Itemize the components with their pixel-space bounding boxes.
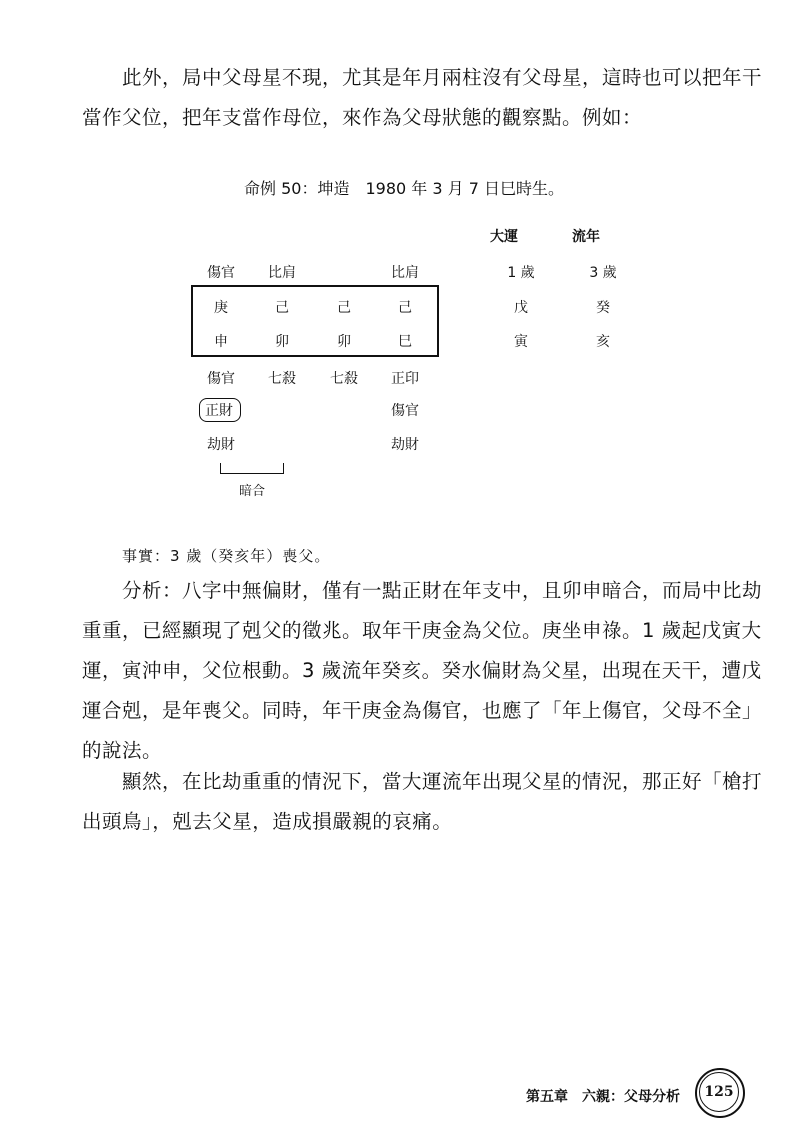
liunian-header: 流年 bbox=[572, 229, 600, 245]
liunian-branch: 亥 bbox=[596, 334, 610, 350]
analysis-line: 運合剋，是年喪父。同時，年干庚金為傷官，也應了「年上傷官，父母不全」 bbox=[82, 699, 763, 722]
liunian-stem: 癸 bbox=[596, 300, 610, 316]
branch-hour: 巳 bbox=[398, 334, 412, 350]
top-label-hour: 比肩 bbox=[391, 265, 419, 281]
page-number: 125 bbox=[699, 1072, 739, 1112]
analysis-line: 運，寅沖申，父位根動。3 歲流年癸亥。癸水偏財為父星，出現在天干，遭戊 bbox=[82, 659, 762, 682]
chart-title: 命例 50：坤造 1980 年 3 月 7 日巳時生。 bbox=[244, 179, 564, 198]
top-label-year: 傷官 bbox=[207, 265, 235, 281]
dayun-branch: 寅 bbox=[514, 334, 528, 350]
conclusion-line: 顯然，在比劫重重的情況下，當大運流年出現父星的情況，那正好「槍打 bbox=[122, 770, 763, 793]
dayun-age: 1 歲 bbox=[507, 265, 535, 281]
liunian-age: 3 歲 bbox=[589, 265, 617, 281]
stem-day: 己 bbox=[337, 300, 351, 316]
dayun-header: 大運 bbox=[490, 229, 518, 245]
hidden3-year: 劫財 bbox=[207, 437, 235, 453]
stem-month: 己 bbox=[275, 300, 289, 316]
dayun-stem: 戊 bbox=[514, 300, 528, 316]
footer-chapter: 第五章 六親：父母分析 bbox=[526, 1089, 680, 1105]
stem-hour: 己 bbox=[398, 300, 412, 316]
hidden1-month: 七殺 bbox=[268, 371, 296, 387]
hidden1-hour: 正印 bbox=[391, 371, 419, 387]
intro-line: 當作父位，把年支當作母位，來作為父母狀態的觀察點。例如： bbox=[82, 106, 643, 129]
bracket-label: 暗合 bbox=[238, 484, 265, 499]
analysis-line: 重重，已經顯現了剋父的徵兆。取年干庚金為父位。庚坐申祿。1 歲起戊寅大 bbox=[82, 619, 762, 642]
facts-line: 事實：3 歲（癸亥年）喪父。 bbox=[122, 547, 331, 565]
intro-line: 此外，局中父母星不現，尤其是年月兩柱沒有父母星，這時也可以把年干 bbox=[122, 66, 763, 89]
branch-day: 卯 bbox=[337, 334, 351, 350]
hidden1-day: 七殺 bbox=[330, 371, 358, 387]
analysis-line: 的說法。 bbox=[82, 739, 163, 762]
branch-month: 卯 bbox=[275, 334, 289, 350]
conclusion-line: 出頭鳥」，剋去父星，造成損嚴親的哀痛。 bbox=[82, 810, 453, 833]
conclusion-paragraph bbox=[82, 762, 763, 842]
analysis-line: 分析：八字中無偏財，僅有一點正財在年支中，且卯申暗合，而局中比劫 bbox=[122, 579, 763, 602]
hidden1-year: 傷官 bbox=[207, 371, 235, 387]
analysis-paragraph bbox=[82, 571, 763, 771]
intro-paragraph bbox=[82, 58, 763, 138]
hidden2-hour: 傷官 bbox=[391, 403, 419, 419]
top-label-month: 比肩 bbox=[268, 265, 296, 281]
hidden3-hour: 劫財 bbox=[391, 437, 419, 453]
stem-year: 庚 bbox=[214, 300, 228, 316]
hidden2-year: 正財 bbox=[205, 403, 233, 419]
bracket-line bbox=[220, 463, 284, 474]
branch-year: 申 bbox=[214, 334, 228, 350]
